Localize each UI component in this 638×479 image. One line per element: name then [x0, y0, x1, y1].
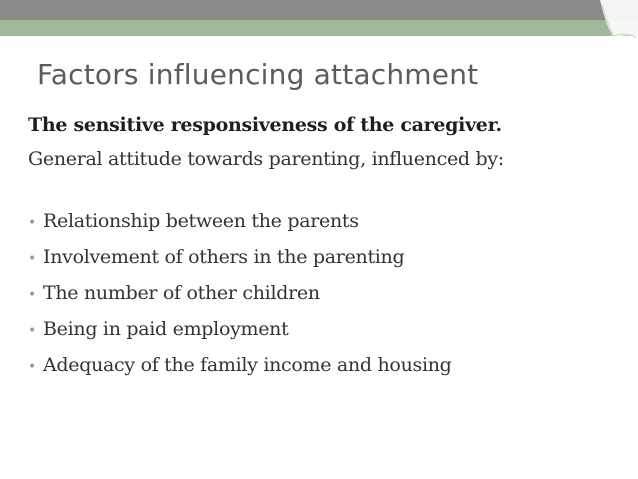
bullet-text: Involvement of others in the parenting — [43, 246, 405, 268]
lead-statement: The sensitive responsiveness of the caregiver. — [28, 114, 502, 136]
slide-content — [28, 108, 628, 384]
bullet-dot-icon: • — [28, 251, 36, 267]
page-curl-decoration — [600, 0, 638, 44]
lead-subtext: General attitude towards parenting, influenced by: — [28, 148, 504, 170]
bullet-dot-icon: • — [28, 323, 36, 339]
bullet-text: Adequacy of the family income and housing — [43, 354, 452, 376]
bullet-item — [28, 240, 628, 276]
bullet-text: Being in paid employment — [43, 318, 289, 340]
bullet-item — [28, 312, 628, 348]
bullet-dot-icon: • — [28, 287, 36, 303]
accent-band — [0, 20, 638, 36]
bullet-item — [28, 204, 628, 240]
bullet-dot-icon: • — [28, 215, 36, 231]
bullet-text: Relationship between the parents — [43, 210, 359, 232]
bullet-item — [28, 276, 628, 312]
bullet-dot-icon: • — [28, 359, 36, 375]
bullet-text: The number of other children — [43, 282, 320, 304]
bullet-list — [28, 204, 628, 384]
bullet-item — [28, 348, 628, 384]
slide-title: Factors influencing attachment — [37, 58, 479, 91]
header-band — [0, 0, 638, 20]
